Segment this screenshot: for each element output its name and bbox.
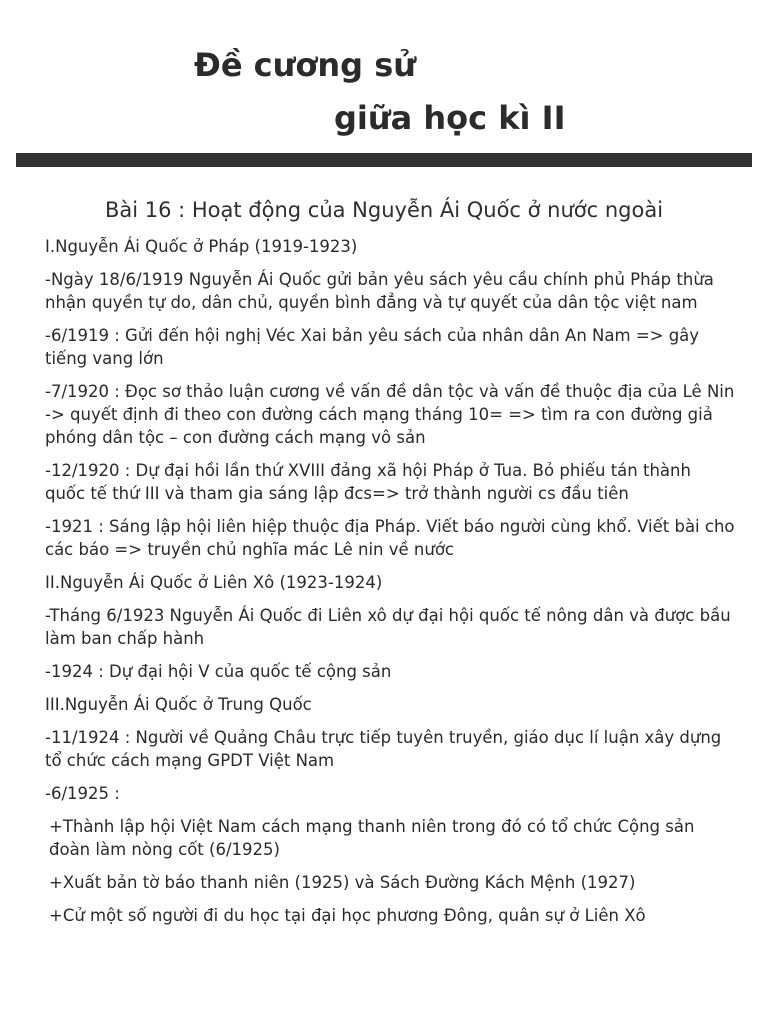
section-heading-china: III.Nguyễn Ái Quốc ở Trung Quốc bbox=[45, 695, 312, 714]
list-item-study-abroad: +Cử một số người đi du học tại đại học phương Đông, quân sự ở Liên Xô bbox=[49, 906, 646, 925]
list-item-newspaper: +Xuất bản tờ báo thanh niên (1925) và Sách Đường Kách Mệnh (1927) bbox=[49, 873, 636, 892]
title-line-2: giữa học kì II bbox=[334, 99, 566, 137]
paragraph-1920-tours-congress: -12/1920 : Dự đại hồi lần thứ XVIII đảng xã hội Pháp ở Tua. Bỏ phiếu tán thành quốc tế thứ III và tham gia sáng lập đcs=> trở thành người cs đầu tiên bbox=[45, 461, 691, 503]
section-heading-soviet-union: II.Nguyễn Ái Quốc ở Liên Xô (1923-1924) bbox=[45, 573, 383, 592]
paragraph-1919-petition: -Ngày 18/6/1919 Nguyễn Ái Quốc gửi bản yêu sách yêu cầu chính phủ Pháp thừa nhận quyền tự do, dân chủ, quyền bình đẳng và tự quyết của dân tộc việt nam bbox=[45, 270, 714, 312]
title-divider-bar bbox=[16, 153, 752, 167]
paragraph-1923-peasant-congress: -Tháng 6/1923 Nguyễn Ái Quốc đi Liên xô dự đại hội quốc tế nông dân và được bầu làm ban chấp hành bbox=[45, 606, 731, 648]
title-line-1: Đề cương sử bbox=[194, 46, 417, 84]
lesson-heading: Bài 16 : Hoạt động của Nguyễn Ái Quốc ở nước ngoài bbox=[104, 198, 664, 222]
section-heading-france: I.Nguyễn Ái Quốc ở Pháp (1919-1923) bbox=[45, 237, 358, 256]
list-item-youth-league: +Thành lập hội Việt Nam cách mạng thanh niên trong đó có tổ chức Cộng sản đoàn làm nòng cốt (6/1925) bbox=[49, 817, 695, 859]
paragraph-1921-colonial-union: -1921 : Sáng lập hội liên hiệp thuộc địa Pháp. Viết báo người cùng khổ. Viết bài cho các báo => truyền chủ nghĩa mác Lê nin về nước bbox=[45, 517, 735, 559]
paragraph-1924-comintern-congress: -1924 : Dự đại hội V của quốc tế cộng sản bbox=[45, 662, 392, 681]
document-body bbox=[45, 235, 735, 937]
paragraph-1920-lenin-thesis: -7/1920 : Đọc sơ thảo luận cương về vấn đề dân tộc và vấn đề thuộc địa của Lê Nin -> quyết định đi theo con đường cách mạng tháng 10= => tìm ra con đường giả phóng dân tộc – con đường cách mạng vô sản bbox=[45, 382, 735, 447]
paragraph-1925-heading: -6/1925 : bbox=[45, 784, 120, 803]
paragraph-1919-versailles: -6/1919 : Gửi đến hội nghị Véc Xai bản yêu sách của nhân dân An Nam => gây tiếng vang lớn bbox=[45, 326, 700, 368]
paragraph-1924-guangzhou: -11/1924 : Người về Quảng Châu trực tiếp tuyên truyền, giáo dục lí luận xây dựng tổ chức cách mạng GPDT Việt Nam bbox=[45, 728, 722, 770]
